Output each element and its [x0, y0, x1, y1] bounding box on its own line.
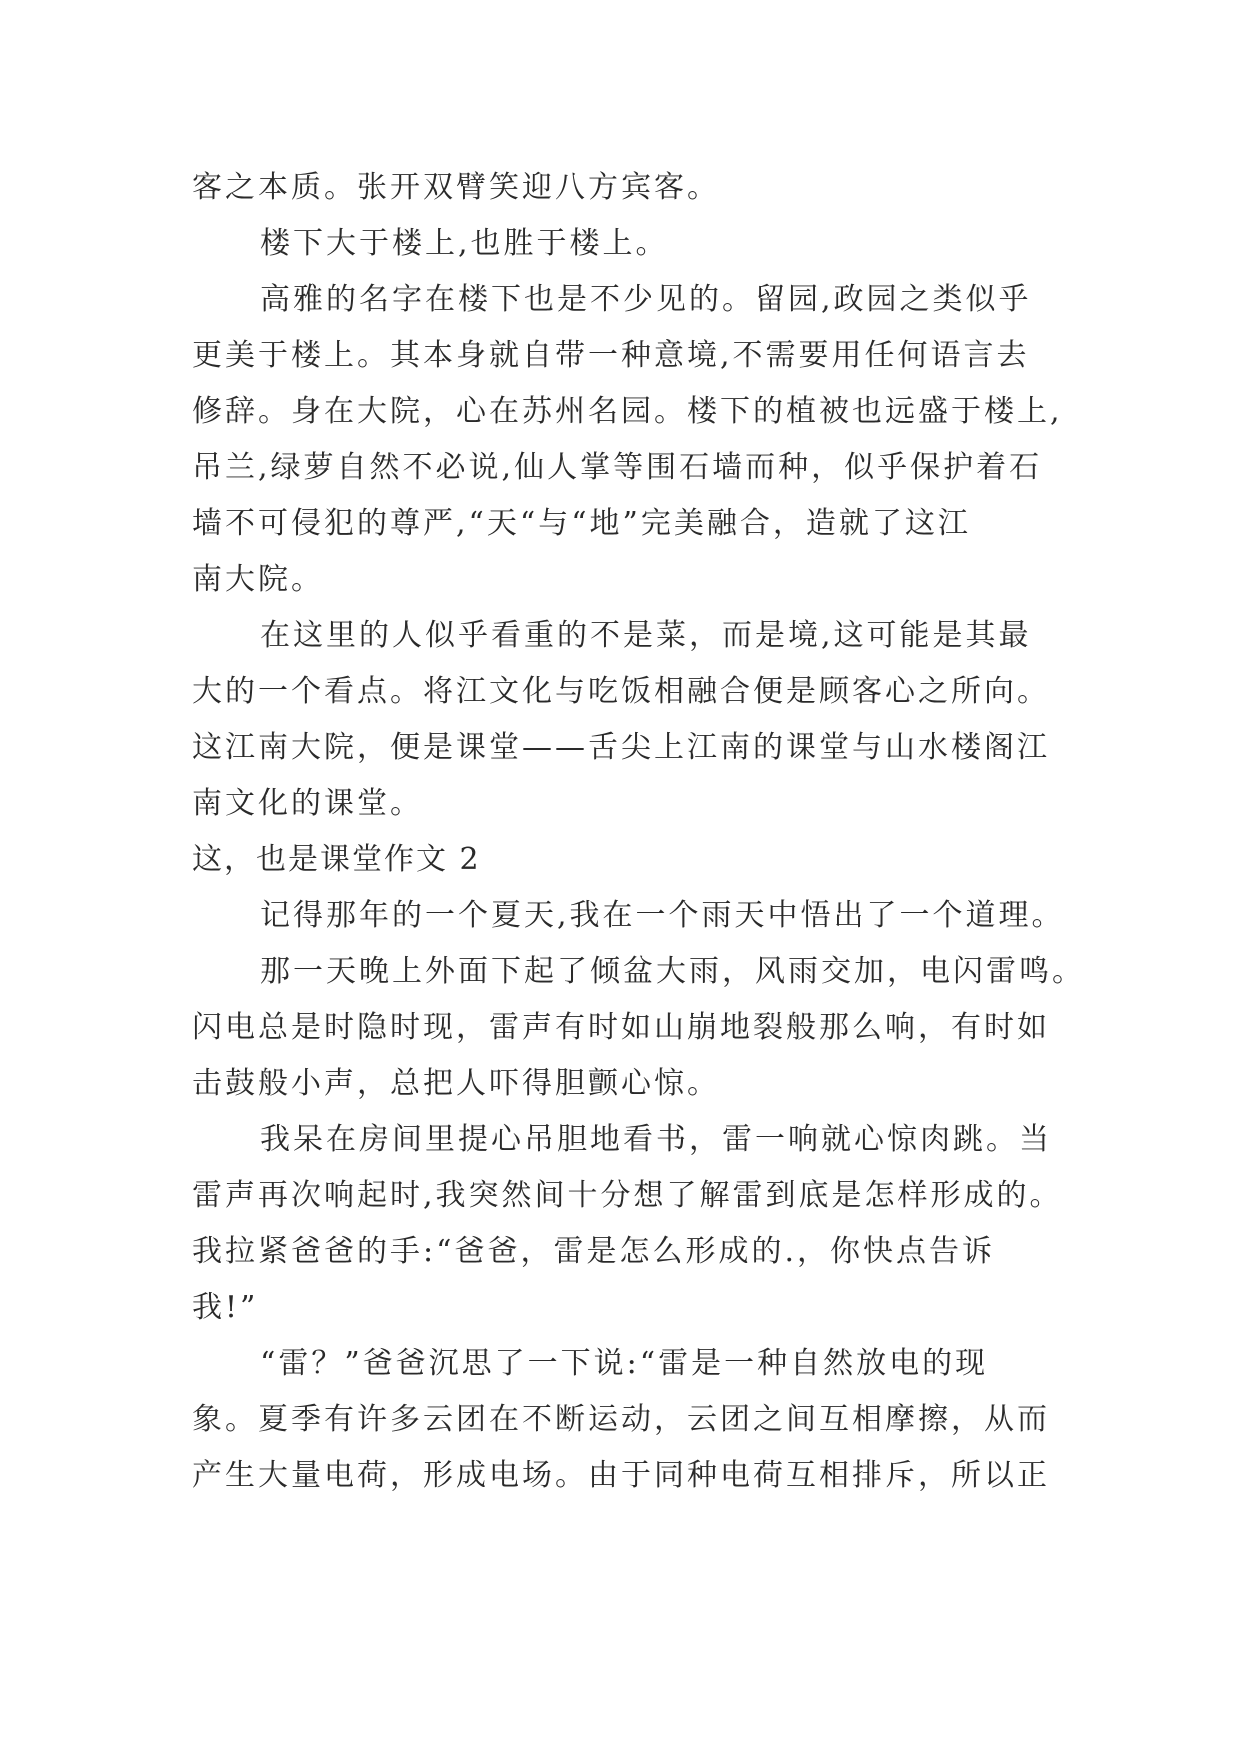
text-line: 击鼓般小声，总把人吓得胆颤心惊。 — [192, 1066, 720, 1101]
text-line: “雷？”爸爸沉思了一下说:“雷是一种自然放电的现 — [260, 1346, 989, 1381]
text-line: 墙不可侵犯的尊严,“天“与“地”完美融合，造就了这江 — [192, 506, 971, 541]
section-heading: 这，也是课堂作文 2 — [192, 842, 481, 877]
text-line: 我拉紧爸爸的手:“爸爸，雷是怎么形成的.，你快点告诉 — [192, 1234, 995, 1269]
text-line: 客之本质。张开双臂笑迎八方宾客。 — [192, 170, 720, 205]
text-line: 这江南大院，便是课堂——舌尖上江南的课堂与山水楼阁江 — [192, 730, 1050, 765]
text-line: 在这里的人似乎看重的不是菜，而是境,这可能是其最 — [260, 618, 1032, 653]
text-line: 南文化的课堂。 — [192, 786, 423, 821]
text-line: 记得那年的一个夏天,我在一个雨天中悟出了一个道理。 — [260, 898, 1065, 933]
text-line: 南大院。 — [192, 562, 324, 597]
text-line: 我呆在房间里提心吊胆地看书，雷一响就心惊肉跳。当 — [260, 1122, 1052, 1157]
document-body — [192, 160, 1085, 1504]
text-line: 更美于楼上。其本身就自带一种意境,不需要用任何语言去 — [192, 338, 1030, 373]
text-line: 闪电总是时隐时现，雷声有时如山崩地裂般那么响，有时如 — [192, 1010, 1050, 1045]
text-line: 产生大量电荷，形成电场。由于同种电荷互相排斥，所以正 — [192, 1458, 1050, 1493]
text-line: 楼下大于楼上,也胜于楼上。 — [260, 226, 669, 261]
text-line: 大的一个看点。将江文化与吃饭相融合便是顾客心之所向。 — [192, 674, 1050, 709]
text-line: 修辞。身在大院，心在苏州名园。楼下的植被也远盛于楼上, — [192, 394, 1063, 429]
text-line: 象。夏季有许多云团在不断运动，云团之间互相摩擦，从而 — [192, 1402, 1050, 1437]
text-line: 我!” — [192, 1290, 259, 1325]
text-line: 高雅的名字在楼下也是不少见的。留园,政园之类似乎 — [260, 282, 1032, 317]
text-line: 吊兰,绿萝自然不必说,仙人掌等围石墙而种，似乎保护着石 — [192, 450, 1043, 485]
text-line: 雷声再次响起时,我突然间十分想了解雷到底是怎样形成的。 — [192, 1178, 1063, 1213]
text-line: 那一天晚上外面下起了倾盆大雨，风雨交加，电闪雷鸣。 — [260, 954, 1085, 989]
